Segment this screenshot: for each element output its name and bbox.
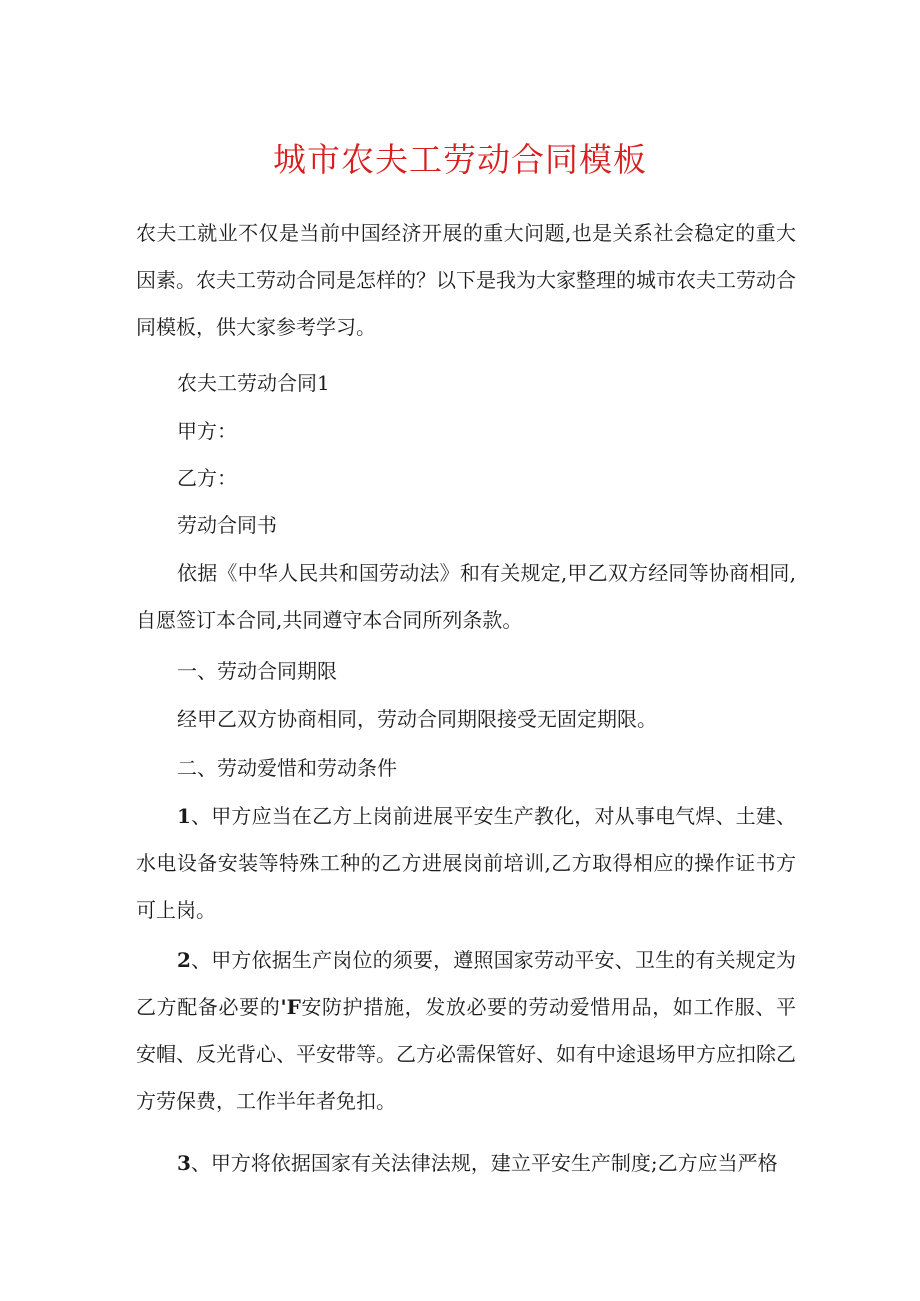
item-2-paragraph [136,937,796,1125]
item-3-paragraph [136,1140,796,1187]
party-a-label: 甲方： [177,419,237,443]
item-2-text-a: 、甲方依据生产岗位的须要，遵照国家劳动平安、卫生的有关规定为乙方配备必要的 [136,948,796,1019]
intro-paragraph: 农夫工就业不仅是当前中国经济开展的重大问题,也是关系社会稳定的重大因素。农夫工劳动合同是怎样的？以下是我为大家整理的城市农夫工劳动合同模板，供大家参考学习。 [136,221,796,339]
item-2-glyph: 'F [280,995,301,1019]
item-1-paragraph [136,793,796,934]
section1-body: 经甲乙双方协商相同，劳动合同期限接受无固定期限。 [177,707,657,731]
section1-title: 一、劳动合同期限 [177,659,337,683]
party-b-label: 乙方： [177,466,237,490]
item-3-text: 、甲方将依据国家有关法律法规，建立平安生产制度;乙方应当严格 [190,1151,778,1175]
item-3-number: 3 [177,1151,191,1175]
contract-book-heading: 劳动合同书 [177,513,277,537]
item-2-text-b: 安防护措施，发放必要的劳动爱惜用品，如工作服、平安帽、反光背心、平安带等。乙方必需保管好、如有中途退场甲方应扣除乙方劳保费，工作半年者免扣。 [136,995,797,1113]
document-title: 城市农夫工劳动合同模板 [273,140,647,179]
item-1-text: 、甲方应当在乙方上岗前进展平安生产教化，对从事电气焊、土建、水电设备安装等特殊工种的乙方进展岗前培训,乙方取得相应的操作证书方可上岗。 [136,804,796,922]
basis-paragraph: 依据《中华人民共和国劳动法》和有关规定,甲乙双方经同等协商相同,自愿签订本合同,共同遵守本合同所列条款。 [136,561,796,632]
item-1-number: 1 [177,804,191,828]
contract-heading: 农夫工劳动合同1 [177,371,330,395]
section2-title: 二、劳动爱惜和劳动条件 [177,756,397,780]
item-2-number: 2 [177,948,191,972]
